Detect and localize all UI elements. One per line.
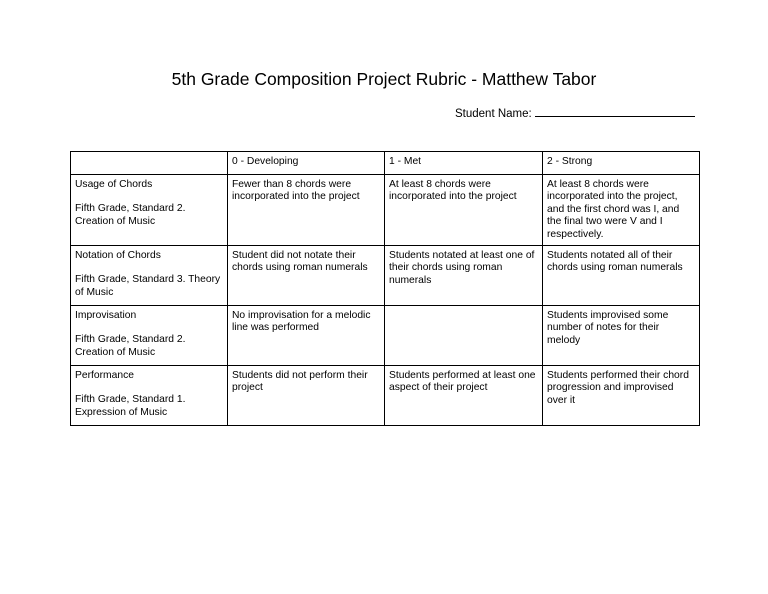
header-cell-developing: 0 - Developing xyxy=(228,152,385,175)
developing-cell: No improvisation for a melodic line was performed xyxy=(228,306,385,366)
header-cell-met: 1 - Met xyxy=(385,152,543,175)
criterion-cell xyxy=(71,175,228,246)
rubric-row-notation-of-chords xyxy=(71,246,700,306)
student-name-blank xyxy=(535,105,695,117)
criterion-standard: Fifth Grade, Standard 2. Creation of Music xyxy=(75,334,186,358)
rubric-header-row xyxy=(71,152,700,175)
criterion-name: Performance xyxy=(75,370,134,381)
strong-cell: Students performed their chord progression and improvised over it xyxy=(543,366,700,426)
header-cell-strong: 2 - Strong xyxy=(543,152,700,175)
met-cell: At least 8 chords were incorporated into the project xyxy=(385,175,543,246)
student-name-label: Student Name: xyxy=(455,108,532,120)
developing-cell: Fewer than 8 chords were incorporated into the project xyxy=(228,175,385,246)
rubric-row-performance xyxy=(71,366,700,426)
criterion-standard: Fifth Grade, Standard 1. Expression of Music xyxy=(75,394,186,418)
criterion-cell xyxy=(71,366,228,426)
met-cell: Students performed at least one aspect of their project xyxy=(385,366,543,426)
criterion-standard: Fifth Grade, Standard 2. Creation of Music xyxy=(75,203,186,227)
document-title: 5th Grade Composition Project Rubric - Matthew Tabor xyxy=(171,69,597,89)
rubric-row-usage-of-chords xyxy=(71,175,700,246)
strong-cell: At least 8 chords were incorporated into the project, and the first chord was I, and the final two were V and I respectively. xyxy=(543,175,700,246)
criterion-name: Usage of Chords xyxy=(75,179,153,190)
developing-cell: Student did not notate their chords using roman numerals xyxy=(228,246,385,306)
met-cell: Students notated at least one of their chords using roman numerals xyxy=(385,246,543,306)
rubric-row-improvisation xyxy=(71,306,700,366)
strong-cell: Students improvised some number of notes for their melody xyxy=(543,306,700,366)
header-cell-criteria xyxy=(71,152,228,175)
strong-cell: Students notated all of their chords using roman numerals xyxy=(543,246,700,306)
criterion-name: Notation of Chords xyxy=(75,250,161,261)
criterion-cell xyxy=(71,246,228,306)
developing-cell: Students did not perform their project xyxy=(228,366,385,426)
student-name-field xyxy=(455,105,695,122)
rubric-table xyxy=(70,151,700,426)
criterion-standard: Fifth Grade, Standard 3. Theory of Music xyxy=(75,274,221,298)
criterion-cell xyxy=(71,306,228,366)
met-cell xyxy=(385,306,543,366)
criterion-name: Improvisation xyxy=(75,310,137,321)
